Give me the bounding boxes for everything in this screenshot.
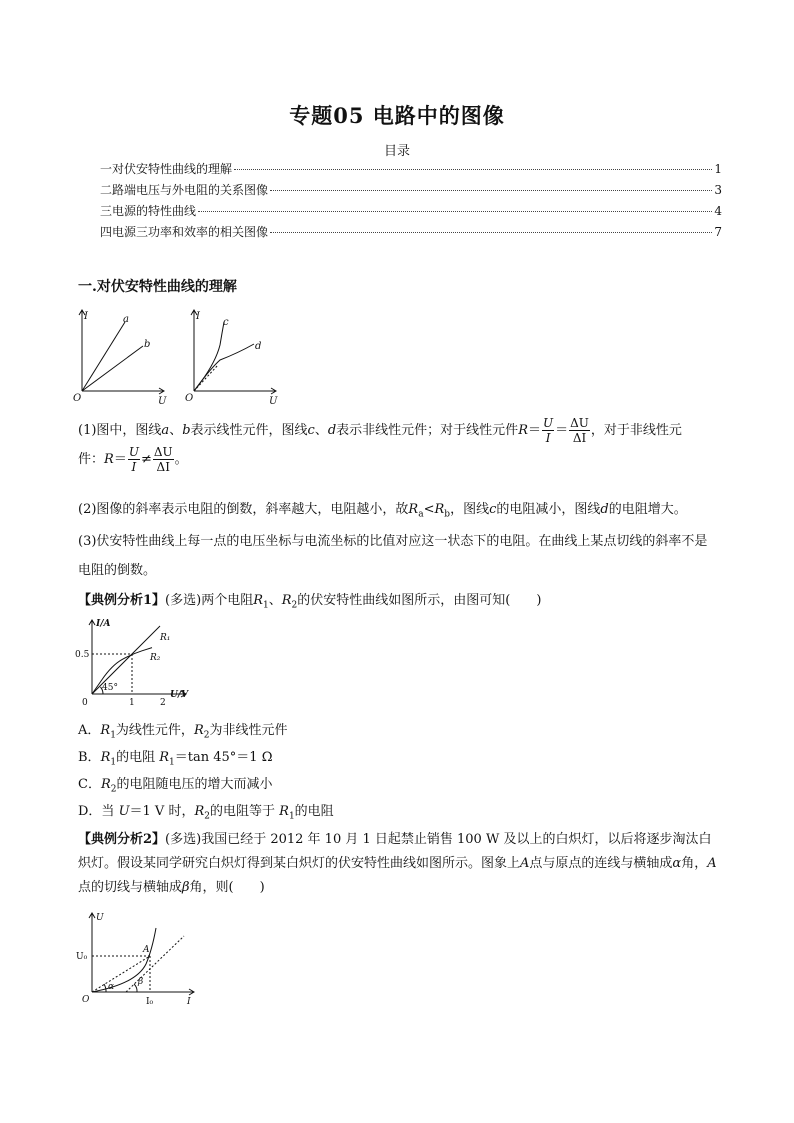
paragraph-1: (1)图中，图线a、b表示线性元件，图线c、d表示非线性元件；对于线性元件R＝ $\frac{U}{I}$ ＝ $\frac{\Delta U}{\Delta I}$ ，对于非线性元 件：R＝ $\frac{U}{I}$ ≠ $\frac{\Delta U}{\Delta I}$ 。 [78,416,682,474]
paragraph-3: (3)伏安特性曲线上每一点的电压坐标与电流坐标的比值对应这一状态下的电阻。在曲线上某点切线的斜率不是电阻的倒数。 [78,534,708,578]
y-axis-label: I/A [96,619,111,629]
x-label: U [158,396,167,405]
alpha-arc [104,984,106,992]
beta-label: β [138,977,144,987]
toc-item-label: 一对伏安特性曲线的理解 [100,162,233,176]
option-c[interactable]: C．$R_2$的电阻随电压的增大而减小 [78,777,273,795]
toc-item-label: 二路端电压与外电阻的关系图像 [100,183,269,197]
u0-label: U₀ [76,952,88,962]
y-label: I [196,311,200,322]
y-tick-label: 0.5 [75,650,90,660]
angle-label: 45° [102,683,118,693]
curve-a [82,322,125,391]
toc-item[interactable] [100,223,722,244]
origin-label: O [73,393,82,404]
example-1-stem: 【典例分析1】(多选)两个电阻$R_1$、$R_2$的伏安特性曲线如图所示，由图可知( ) [78,593,542,611]
point-a-label: A [143,945,150,955]
series-r1-label: R₁ [160,633,171,643]
curve-d [194,344,254,391]
fraction-dU-over-dI: $\frac{\Delta U}{\Delta I}$ [570,416,589,445]
toc-leader [270,232,712,233]
label-c: c [223,317,229,328]
curve-b [82,346,143,391]
section-heading: 一.对伏安特性曲线的理解 [78,279,237,295]
toc-item[interactable] [100,181,722,202]
option-d[interactable]: D．当 U＝1 V 时，$R_2$的电阻等于 $R_1$的电阻 [78,804,334,822]
toc-item-label: 四电源三功率和效率的相关图像 [100,225,269,239]
toc-item[interactable] [100,160,722,181]
example-2-figure [74,908,204,1010]
page-title: 专题05 电路中的图像 [289,103,505,128]
x-axis-label: I [187,997,191,1007]
toc-leader [234,169,712,170]
label-a: a [123,314,129,325]
x-axis-label: U/V [170,690,189,700]
option-a[interactable]: A．$R_1$为线性元件，$R_2$为非线性元件 [78,723,288,741]
iv-curves-figure [70,305,285,405]
origin-label: 0 [82,698,88,708]
beta-arc [134,984,137,992]
i0-label: I₀ [146,997,154,1007]
label-b: b [144,339,151,350]
x-tick-label: 1 [129,698,135,708]
toc-leader [270,190,712,191]
x-label: U [269,396,278,405]
example-2-stem: 【典例分析2】(多选)我国已经于 2012 年 10 月 1 日起禁止销售 100 W 及以上的白炽灯，以后将逐步淘汰白炽灯。假设某同学研究白炽灯得到某白炽灯的伏安特性曲线如图所示。图象上A点与原点的连线与横轴成α角，A点的切线与横轴成β角，则( ) [78,832,717,895]
fraction-U-over-I: $\frac{U}{I}$ [543,416,554,445]
fraction-U-over-I: $\frac{U}{I}$ [128,445,139,474]
option-b[interactable]: B．$R_1$的电阻 $R_1=\tan$ 45°＝1 Ω [78,750,273,768]
toc-item[interactable] [100,202,722,223]
paragraph-2: (2)图像的斜率表示电阻的倒数，斜率越大，电阻越小，故$R_a<R_b$，图线c的电阻减小，图线d的电阻增大。 [78,502,687,520]
toc-item-label: 三电源的特性曲线 [100,204,197,218]
toc-item-page: 3 [714,183,722,197]
origin-label: O [185,393,194,404]
series-r2-label: R₂ [150,653,161,663]
bulb-iv-curve [92,928,156,992]
label-d: d [255,341,262,352]
toc-leader [198,211,712,212]
tangent-line [194,365,218,391]
x-tick-label: 2 [160,698,166,708]
toc-item-page: 1 [714,162,722,176]
tangent-line [126,936,184,992]
origin-label: O [82,995,90,1005]
curve-c [194,322,224,391]
example-1-chart [74,616,200,708]
table-of-contents [100,160,722,244]
toc-heading: 目录 [383,144,410,159]
y-label: I [84,311,88,322]
y-axis-label: U [96,913,104,923]
fraction-dU-over-dI: $\frac{\Delta U}{\Delta I}$ [153,445,173,474]
toc-item-page: 4 [714,204,722,218]
toc-item-page: 7 [714,225,722,239]
alpha-label: α [108,982,115,992]
